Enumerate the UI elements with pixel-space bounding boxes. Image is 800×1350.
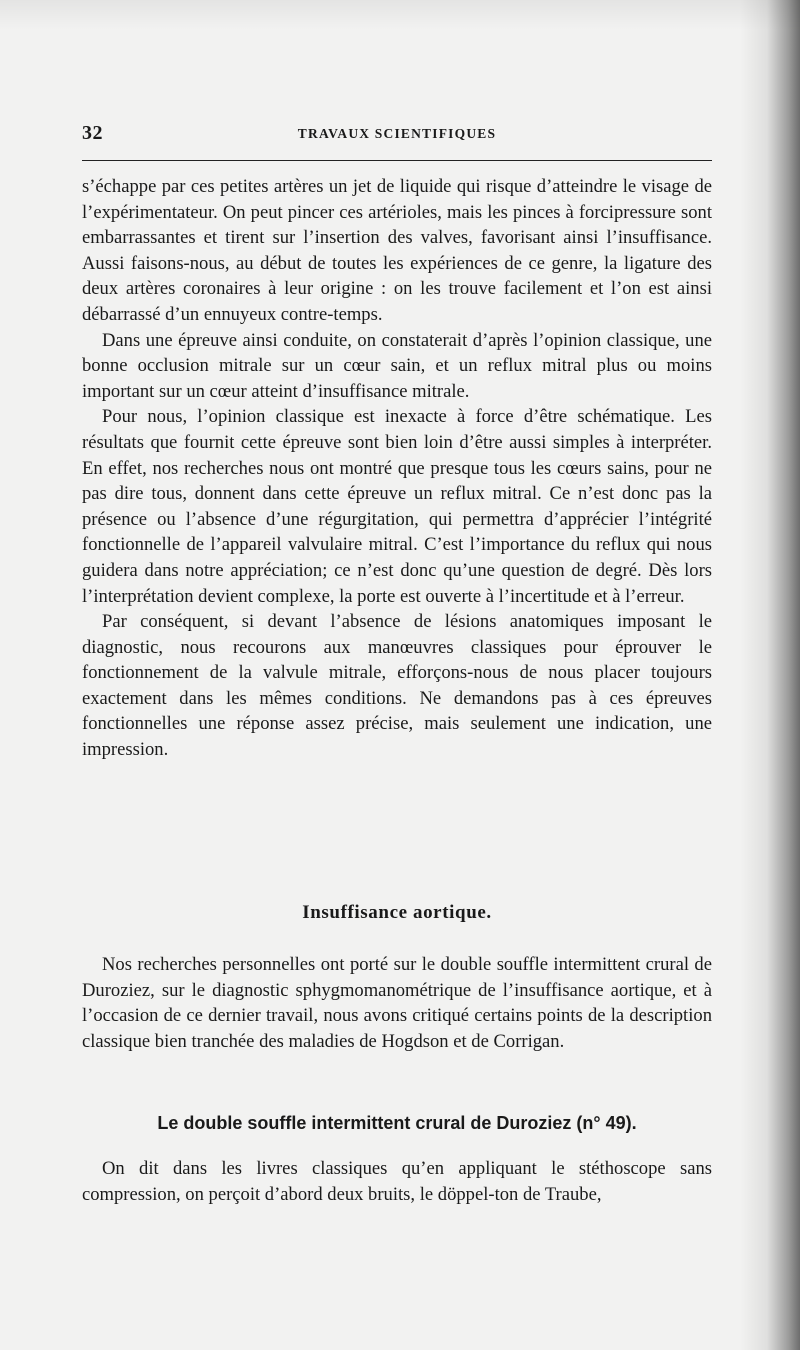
subsection-text [82, 1156, 712, 1207]
page-number: 32 [82, 122, 103, 144]
paragraph: Par conséquent, si devant l’absence de lésions anatomiques imposant le diagnostic, nous recourons aux manœuvres classiques pour éprouver le fonctionnement de la valvule mitrale, efforçons-nous de nous placer toujours exactement dans les mêmes conditions. Ne demandons pas à ces épreuves fonctionnelles une réponse assez précise, mais seulement une indication, une impression. [82, 611, 712, 761]
body-text [82, 174, 712, 763]
paragraph: s’échappe par ces petites artères un jet de liquide qui risque d’atteindre le visage de l’expérimentateur. On peut pincer ces artérioles, mais les pinces à forcipressure sont embarrassantes et tirent sur l’insertion des valves, favorisant ainsi l’insuffisance. Aussi faisons-nous, au début de toutes les expériences de ce genre, la ligature des deux artères coronaires à leur origine : on les trouve facilement et l’on est ainsi débarrassé d’un ennuyeux contre-temps. [82, 176, 712, 325]
page-header [82, 122, 712, 148]
page-gutter-shadow [740, 0, 800, 1350]
section-heading: Insuffisance aortique. [302, 902, 492, 923]
paragraph: On dit dans les livres classiques qu’en appliquant le stéthoscope sans compression, on perçoit d’abord deux bruits, le döppel-ton de Traube, [82, 1158, 712, 1205]
paragraph: Nos recherches personnelles ont porté sur le double souffle intermittent crural de Duroziez, sur le diagnostic sphygmomanométrique de l’insuffisance aortique, et à l’occasion de ce dernier travail, nous avons critiqué certains points de la description classique bien tranchée des maladies de Hogdson et de Corrigan. [82, 954, 712, 1052]
paragraph: Dans une épreuve ainsi conduite, on constaterait d’après l’opinion classique, une bonne occlusion mitrale sur un cœur sain, et un reflux mitral plus ou moins important sur un cœur atteint d’insuffisance mitrale. [82, 329, 712, 402]
subsection-heading: Le double souffle intermittent crural de Duroziez (n° 49). [157, 1113, 637, 1133]
running-title: TRAVAUX SCIENTIFIQUES [297, 126, 497, 141]
page-top-shadow [0, 0, 800, 30]
paragraph: Pour nous, l’opinion classique est inexacte à force d’être schématique. Les résultats que fournit cette épreuve sont bien loin d’être aussi simples à interpréter. En effet, nos recherches nous ont montré que presque tous les cœurs sains, pour ne pas dire tous, donnent dans cette épreuve un reflux mitral. Ce n’est donc pas la présence ou l’absence d’une régurgitation, qui permettra d’apprécier l’intégrité fonctionnelle de l’appareil valvulaire mitral. C’est l’importance du reflux qui nous guidera dans notre appréciation; ce n’est donc qu’une question de degré. Dès lors l’interprétation devient complexe, la porte est ouverte à l’incertitude et à l’erreur. [82, 406, 712, 607]
section-text [82, 952, 712, 1054]
header-rule [82, 160, 712, 161]
